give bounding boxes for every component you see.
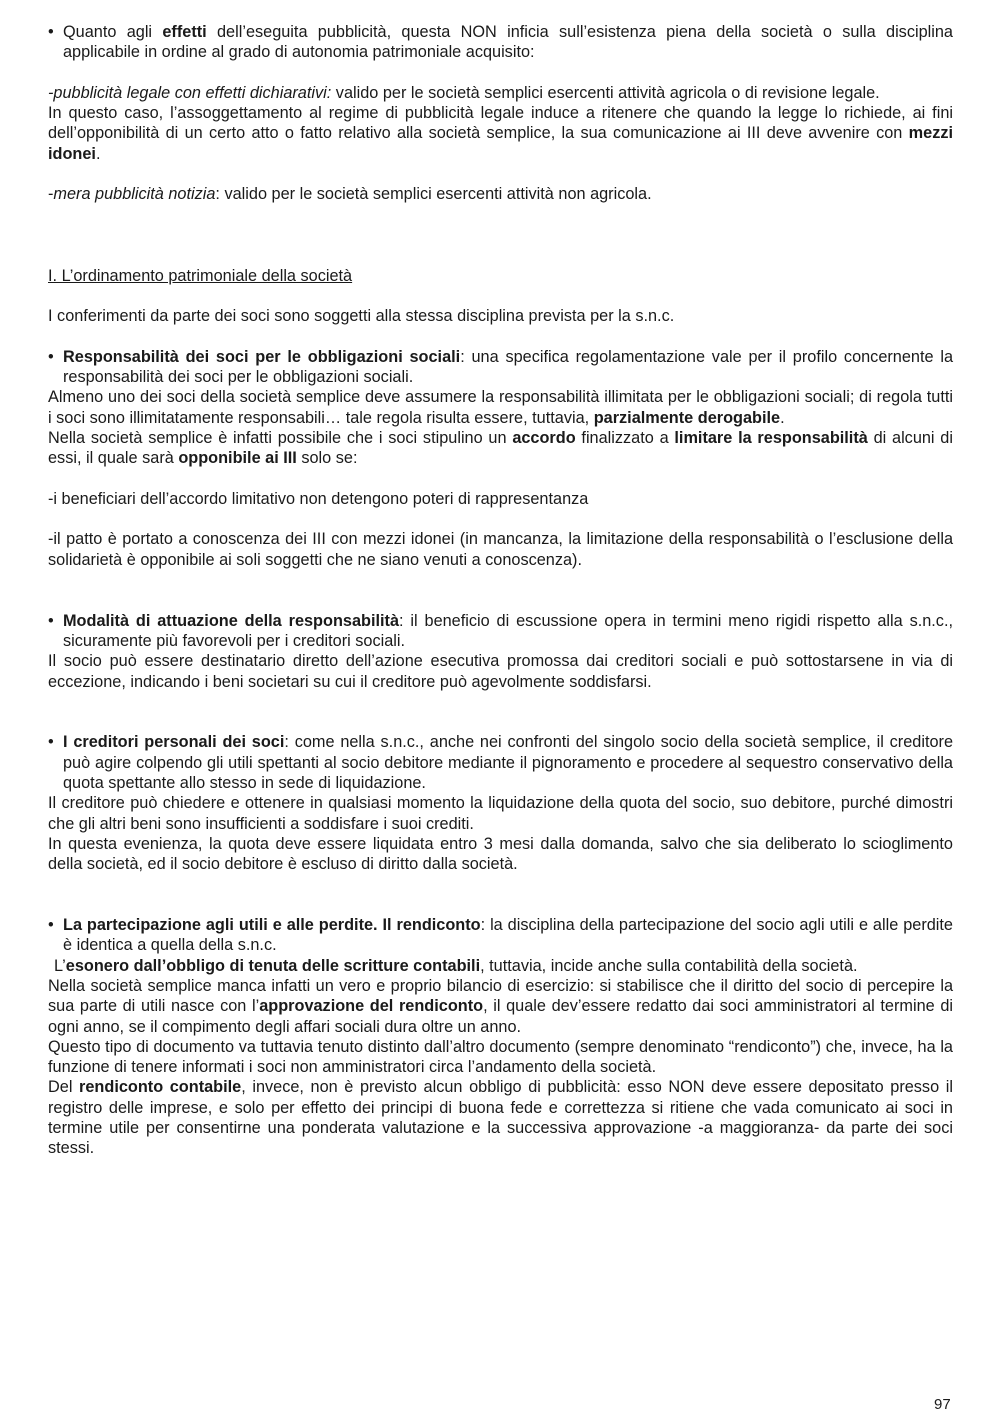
paragraph	[48, 428, 953, 469]
text-run: Almeno uno dei soci della società semplice deve assumere la responsabilità illimitata per le obbligazioni sociali; di regola tutti i soci sono illimitatamente responsabili… tale regola risulta essere, tuttavia,	[48, 388, 953, 427]
text-run: -i beneficiari dell’accordo limitativo non detengono poteri di rappresentanza	[48, 489, 589, 508]
text-run: , tuttavia, incide anche sulla contabilità della società.	[480, 956, 858, 975]
text-run: -pubblicità legale con effetti dichiarativi:	[48, 83, 332, 102]
text-run: : il beneficio di escussione opera in termini meno rigidi rispetto alla s.n.c., sicuramente più favorevoli per i creditori sociali.	[63, 611, 953, 650]
text-run: Responsabilità dei soci per le obbligazioni sociali	[63, 347, 461, 366]
paragraph	[48, 387, 953, 428]
text-run: La partecipazione agli utili e alle perdite. Il rendiconto	[63, 916, 481, 935]
bullet-paragraph	[48, 611, 953, 652]
text-run: : valido per le società semplici esercenti attività non agricola.	[215, 185, 652, 204]
text-run: parzialmente derogabile	[593, 408, 781, 427]
paragraph	[48, 184, 953, 204]
page-number: 97	[934, 1396, 951, 1413]
bullet-paragraph	[48, 22, 953, 63]
text-run: : come nella s.n.c., anche nei confronti del singolo socio della società semplice, il creditore può agire colpendo gli utili spettanti al socio debitore mediante il pignoramento e procedere al sequestro conservativo della quota spettante allo stesso in sede di liquidazione.	[63, 733, 953, 792]
paragraph	[48, 956, 953, 976]
text-run: valido per le società semplici esercenti attività agricola o di revisione legale.	[331, 83, 880, 102]
paragraph	[48, 529, 953, 570]
text-run: di alcuni di essi, il quale sarà	[48, 428, 953, 468]
bullet-paragraph	[48, 732, 953, 793]
text-run: .	[780, 408, 785, 427]
text-run: : la disciplina della partecipazione del socio agli utili e alle perdite è identica a quella della s.n.c.	[63, 916, 953, 955]
text-run: rendiconto contabile	[79, 1078, 242, 1097]
text-run: finalizzato a	[575, 428, 675, 447]
text-run: dell’eseguita pubblicità, questa NON inficia sull’esistenza piena della società o sulla disciplina applicabile in ordine al grado di autonomia patrimoniale acquisito:	[63, 23, 953, 62]
text-run: opponibile ai III	[178, 449, 297, 468]
paragraph	[48, 1037, 953, 1078]
paragraph	[48, 1077, 953, 1158]
text-run: approvazione del rendiconto	[259, 997, 484, 1016]
paragraph	[48, 489, 953, 509]
paragraph	[48, 793, 953, 834]
text-run: esonero dall’obbligo di tenuta delle scritture contabili	[65, 956, 481, 975]
paragraph	[48, 306, 953, 326]
bullet-paragraph	[48, 915, 953, 956]
text-run: In questo caso, l’assoggettamento al regime di pubblicità legale induce a ritenere che quando la legge lo richiede, ai fini dell’opponibilità di un certo atto o fatto relativo alla società semplice, la sua comunicazione ai III deve avvenire con	[48, 104, 953, 143]
paragraph	[48, 976, 953, 1037]
text-run: Nella società semplice manca infatti un vero e proprio bilancio di esercizio: si stabilisce che il diritto del socio di percepire la sua parte di utili nasce con l’	[48, 976, 953, 1016]
text-run: Del	[48, 1078, 80, 1097]
text-run: mezzi idonei	[48, 124, 953, 163]
bullet-paragraph	[48, 347, 953, 388]
text-run: solo se:	[296, 449, 358, 468]
text-run: L’	[54, 956, 66, 975]
text-run: accordo	[512, 428, 576, 447]
text-run: I creditori personali dei soci	[63, 733, 285, 752]
paragraph	[48, 651, 953, 692]
text-run: .	[95, 144, 101, 163]
document-body	[48, 22, 953, 1159]
text-run: limitare la responsabilità	[674, 428, 868, 447]
text-run: effetti	[162, 23, 207, 41]
paragraph	[48, 83, 953, 103]
text-run: Il socio può essere destinatario diretto dell’azione esecutiva promossa dai creditori sociali e può sottostarsene in via di eccezione, indicando i beni societari su cui il creditore può agevolmente soddisfarsi.	[48, 652, 953, 691]
text-run: Nella società semplice è infatti possibile che i soci stipulino un	[48, 428, 513, 447]
text-run: -	[48, 185, 54, 204]
paragraph	[48, 834, 953, 875]
section-heading: I. L’ordinamento patrimoniale della società	[48, 266, 353, 285]
paragraph	[48, 103, 953, 164]
text-run: , invece, non è previsto alcun obbligo di pubblicità: esso NON deve essere depositato presso il registro delle imprese, e solo per effetto dei principi di buona fede e correttezza si ritiene che vada comunicato ai soci in termine utile per consentirne una ponderata valutazione e la successiva approvazione -a maggioranza- da parte dei soci stessi.	[48, 1078, 953, 1158]
text-run: Questo tipo di documento va tuttavia tenuto distinto dall’altro documento (sempre denominato “rendiconto”) che, invece, ha la funzione di tenere informati i soci non amministratori circa l’andamento della società.	[48, 1037, 953, 1077]
text-run: Il creditore può chiedere e ottenere in qualsiasi momento la liquidazione della quota del socio, suo debitore, purché dimostri che gli altri beni sono insufficienti a soddisfare i suoi crediti.	[48, 794, 953, 833]
text-run: I conferimenti da parte dei soci sono soggetti alla stessa disciplina prevista per la s.n.c.	[48, 307, 675, 326]
text-run: mera pubblicità notizia	[53, 185, 216, 204]
text-run: Quanto agli	[63, 23, 163, 41]
text-run: : una specifica regolamentazione vale per il profilo concernente la responsabilità dei soci per le obbligazioni sociali.	[63, 347, 953, 387]
text-run: -il patto è portato a conoscenza dei III con mezzi idonei (in mancanza, la limitazione della responsabilità o l’esclusione della solidarietà è opponibile ai soli soggetti che ne siano venuti a conoscenza).	[48, 530, 953, 569]
text-run: , il quale dev’essere redatto dai soci amministratori al termine di ogni anno, se il compimento degli affari sociali dura oltre un anno.	[48, 997, 953, 1036]
text-run: In questa evenienza, la quota deve essere liquidata entro 3 mesi dalla domanda, salvo che sia deliberato lo scioglimento della società, ed il socio debitore è escluso di diritto dalla società.	[48, 834, 953, 874]
text-run: Modalità di attuazione della responsabilità	[63, 611, 399, 630]
